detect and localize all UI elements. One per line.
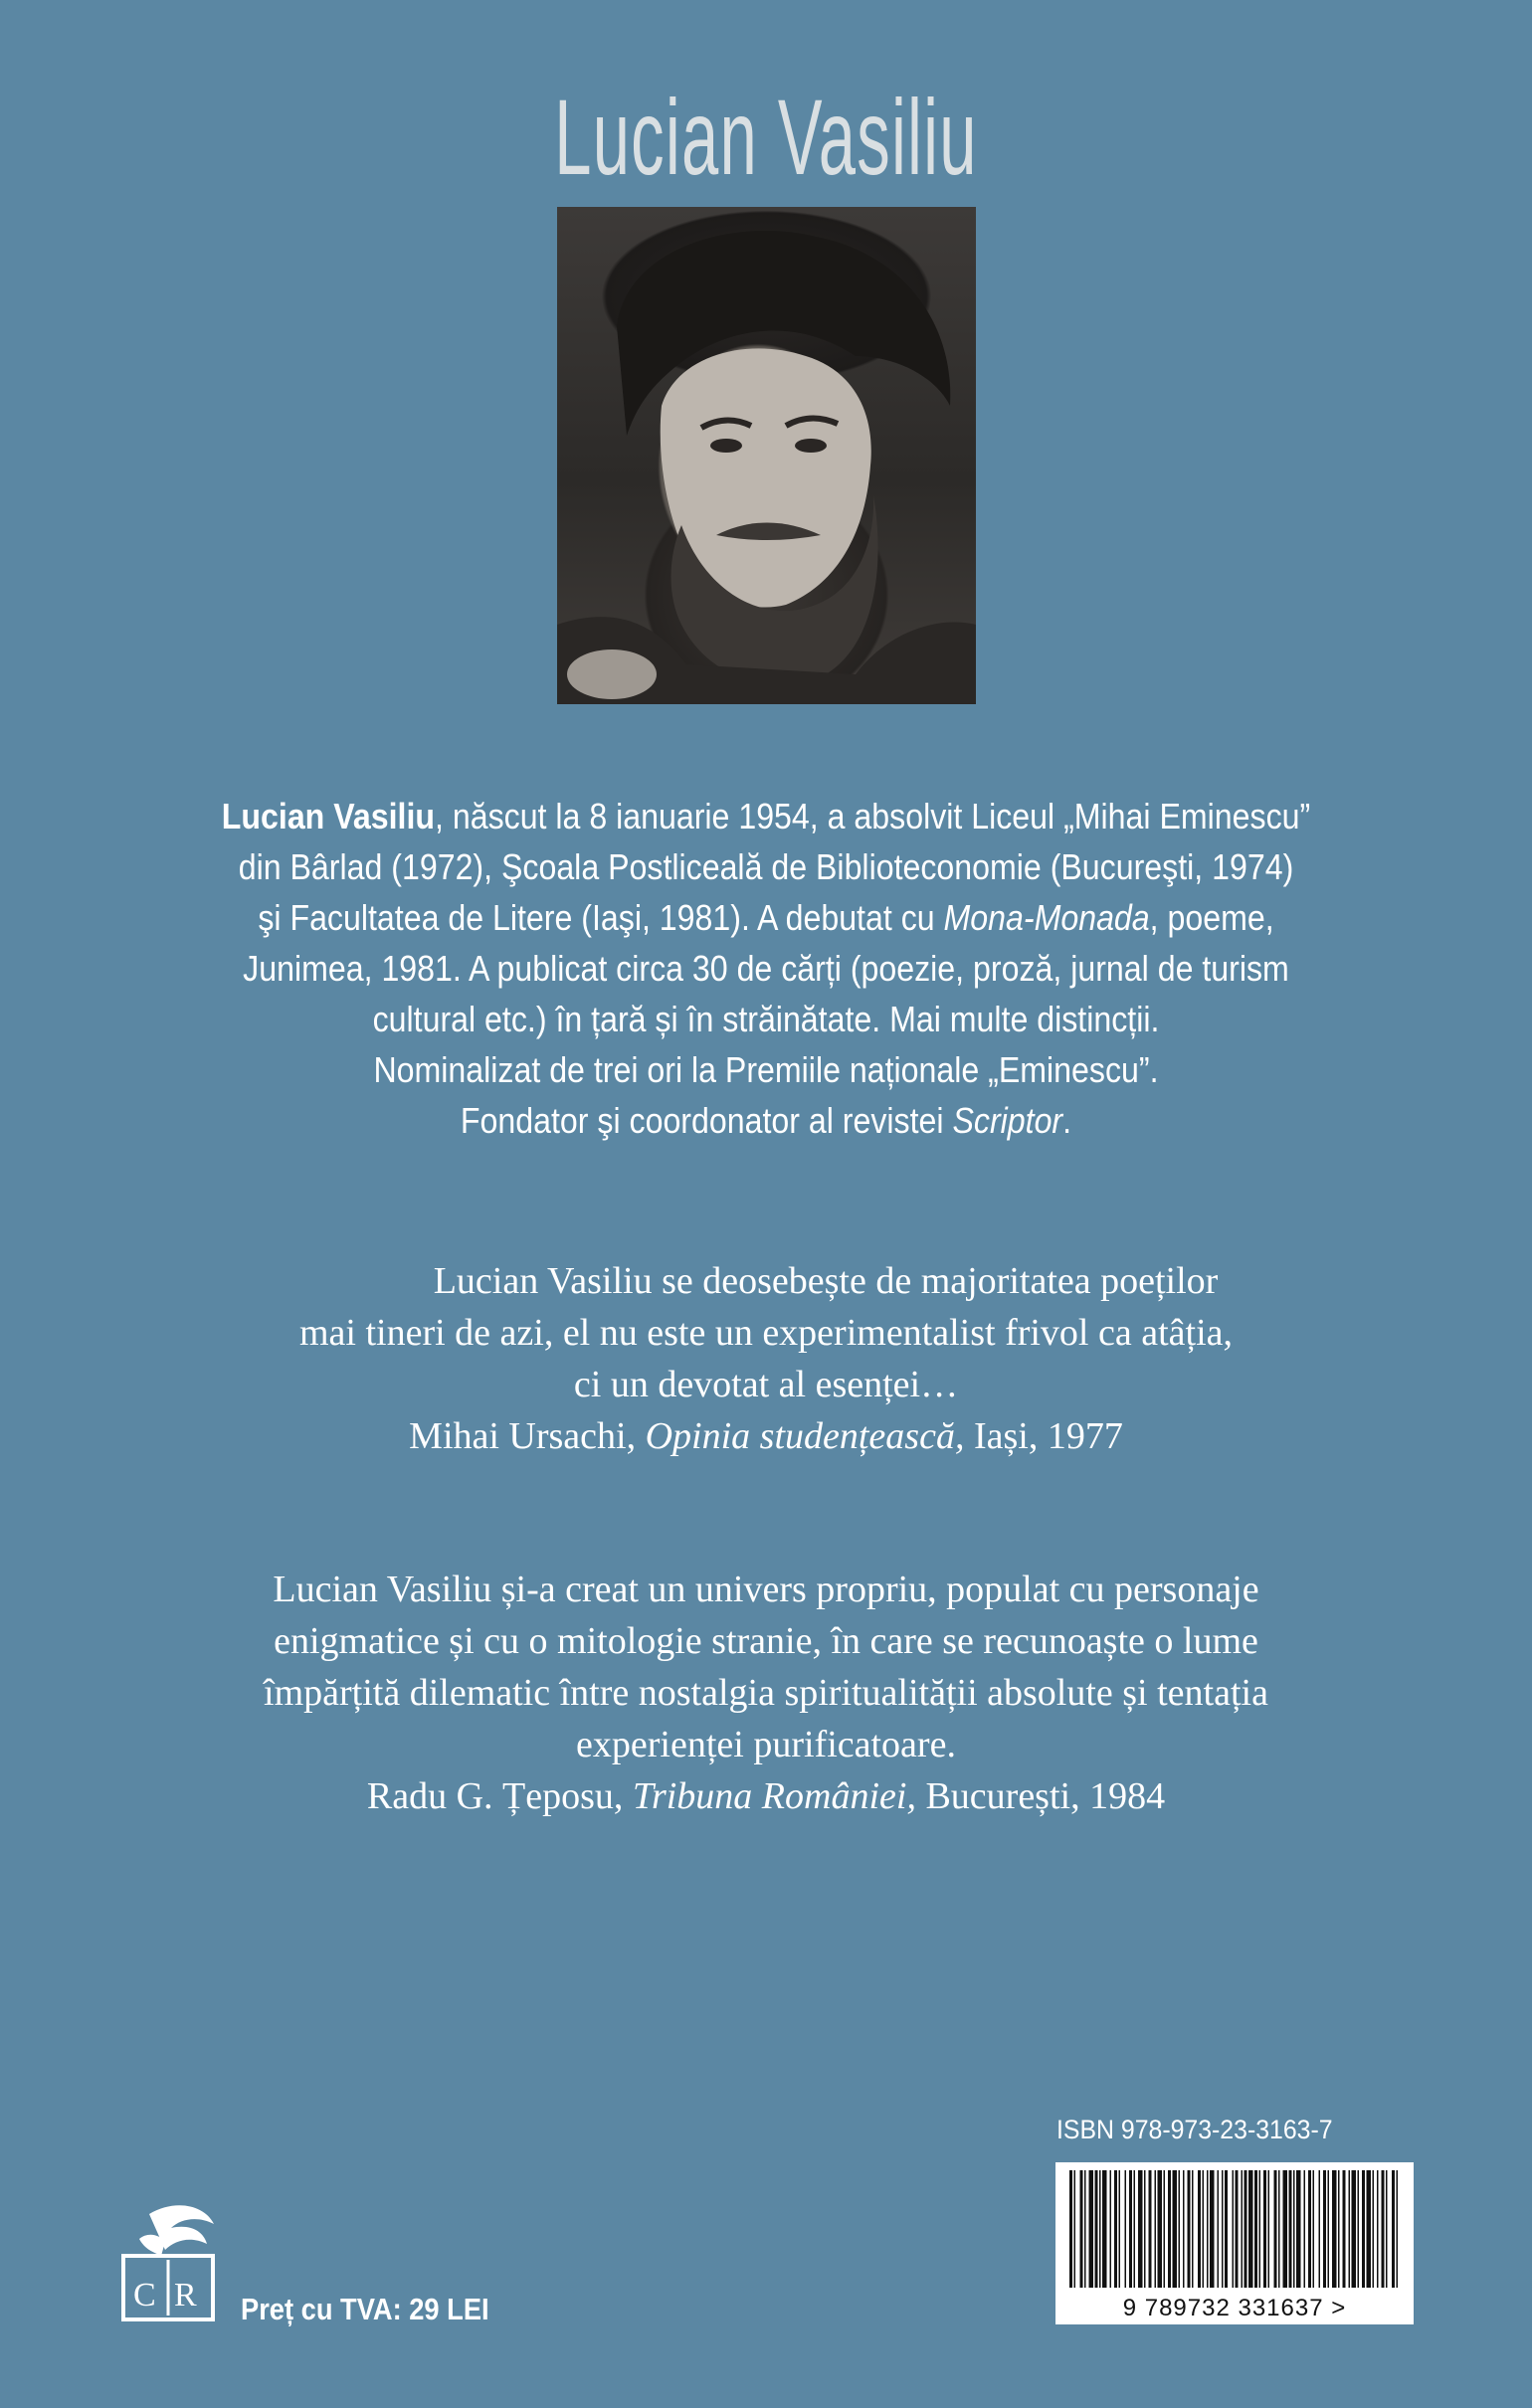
bio-debut-title: Mona-Monada <box>943 897 1150 938</box>
quote1-line-3: ci un devotat al esenței… <box>573 1364 959 1405</box>
quote2-line-3: împărțită dilematic între nostalgia spiritualității absolute și tentația <box>264 1672 1268 1714</box>
barcode-bar <box>1188 2170 1191 2288</box>
barcode-bar <box>1274 2170 1277 2288</box>
publisher-logo <box>119 2194 217 2323</box>
barcode-bar <box>1222 2170 1224 2288</box>
barcode-bar <box>1084 2170 1086 2288</box>
barcode-bar <box>1392 2170 1395 2288</box>
bio-line-7-b: . <box>1062 1100 1072 1141</box>
barcode-bar <box>1207 2170 1209 2288</box>
barcode-bar <box>1095 2170 1098 2288</box>
quote2-line-2: enigmatice și cu o mitologie stranie, în care se recunoaște o lume <box>274 1620 1258 1662</box>
quote1-source <box>0 1410 1532 1462</box>
barcode-bar <box>1349 2170 1351 2288</box>
barcode-bar <box>1149 2170 1152 2288</box>
barcode-bar <box>1099 2170 1101 2288</box>
barcode-bar <box>1386 2170 1388 2288</box>
quote1-line-1: Lucian Vasiliu se deosebește de majoritatea poeților <box>433 1260 1219 1302</box>
barcode-bar <box>1358 2170 1360 2288</box>
publisher-logo-icon <box>119 2194 217 2323</box>
barcode-bar <box>1164 2170 1166 2288</box>
barcode-bar <box>1373 2170 1375 2288</box>
portrait-image <box>557 207 976 704</box>
barcode-bar <box>1225 2170 1228 2288</box>
barcode-bar <box>1183 2170 1185 2288</box>
bio-line-3-a: şi Facultatea de Litere (Iaşi, 1981). A debutat cu <box>258 897 944 938</box>
barcode-bar <box>1245 2170 1247 2288</box>
barcode-bar <box>1138 2170 1143 2288</box>
quote-ursachi <box>0 1255 1532 1462</box>
bio-line-5: cultural etc.) în țară și în străinătate. Mai multe distincții. <box>372 999 1160 1039</box>
barcode-bars <box>1055 2162 1414 2292</box>
barcode-bar <box>1397 2170 1399 2288</box>
bio-line-3 <box>179 892 1352 943</box>
logo-letters-r: R <box>174 2277 197 2314</box>
barcode-digits: 9 789732 331637 > <box>1122 2295 1347 2321</box>
barcode-bar <box>1125 2170 1127 2288</box>
bio-line-7-a: Fondator şi coordonator al revistei <box>460 1100 953 1141</box>
barcode-bar <box>1352 2170 1357 2288</box>
barcode-bar <box>1278 2170 1280 2288</box>
barcode-bar <box>1168 2170 1171 2288</box>
author-title: Lucian Vasiliu <box>554 77 978 197</box>
barcode-bar <box>1263 2170 1266 2288</box>
barcode-bar <box>1179 2170 1181 2288</box>
bio-line-1-text: , născut la 8 ianuarie 1954, a absolvit Liceul „Mihai Eminescu” <box>435 796 1311 836</box>
barcode-bar <box>1155 2170 1157 2288</box>
barcode-bar <box>1338 2170 1340 2288</box>
barcode-bar <box>1236 2170 1239 2288</box>
barcode-bar <box>1173 2170 1178 2288</box>
bio-line-2: din Bârlad (1972), Şcoala Postliceală de Biblioteconomie (Bucureşti, 1974) <box>238 846 1294 887</box>
author-photo <box>557 207 976 704</box>
barcode-bar <box>1074 2170 1076 2288</box>
isbn-label: ISBN 978-973-23-3163-7 <box>1056 2115 1333 2144</box>
barcode-bar <box>1218 2170 1220 2288</box>
quote-teposu <box>0 1564 1532 1822</box>
barcode-bar <box>1069 2170 1072 2288</box>
quote2-line-1: Lucian Vasiliu și-a creat un univers propriu, populat cu personaje <box>273 1569 1259 1610</box>
barcode-bar <box>1102 2170 1107 2288</box>
author-biography <box>179 791 1352 1146</box>
barcode-bar <box>1362 2170 1365 2288</box>
bio-line-1 <box>179 791 1352 841</box>
barcode-bar <box>1293 2170 1295 2288</box>
barcode-bar <box>1248 2170 1253 2288</box>
barcode-bar <box>1203 2170 1205 2288</box>
barcode-bar <box>1158 2170 1163 2288</box>
price-label: Preț cu TVA: 29 LEI <box>241 2292 489 2326</box>
barcode-bar <box>1328 2170 1330 2288</box>
barcode-bar <box>1382 2170 1385 2288</box>
barcode-bar <box>1080 2170 1083 2288</box>
quote2-publication: Tribuna României, <box>632 1775 916 1817</box>
barcode-bar <box>1296 2170 1301 2288</box>
barcode-bar <box>1304 2170 1306 2288</box>
bio-line-3-b: , poeme, <box>1149 897 1274 938</box>
bio-line-6: Nominalizat de trei ori la Premiile naționale „Eminescu”. <box>373 1049 1159 1090</box>
barcode <box>1055 2162 1414 2324</box>
quote1-place: Iași, 1977 <box>964 1415 1123 1457</box>
barcode-bar <box>1192 2170 1194 2288</box>
quote1-publication: Opinia studențească, <box>645 1415 965 1457</box>
barcode-bar <box>1319 2170 1321 2288</box>
barcode-bar <box>1313 2170 1315 2288</box>
barcode-bar <box>1119 2170 1121 2288</box>
barcode-bar <box>1110 2170 1112 2288</box>
barcode-bar <box>1377 2170 1379 2288</box>
barcode-bar <box>1289 2170 1292 2288</box>
barcode-bar <box>1283 2170 1288 2288</box>
quote2-line-4: experienței purificatoare. <box>576 1724 956 1765</box>
barcode-bar <box>1242 2170 1244 2288</box>
bio-author-name: Lucian Vasiliu <box>221 796 436 836</box>
barcode-bar <box>1343 2170 1346 2288</box>
bio-line-7 <box>179 1095 1352 1146</box>
barcode-bar <box>1367 2170 1372 2288</box>
quote1-author: Mihai Ursachi, <box>409 1415 646 1457</box>
barcode-bar <box>1144 2170 1146 2288</box>
bio-line-4: Junimea, 1981. A publicat circa 30 de cărți (poezie, proză, jurnal de turism <box>243 948 1289 989</box>
barcode-bar <box>1129 2170 1132 2288</box>
barcode-bar <box>1114 2170 1117 2288</box>
logo-letters: C <box>133 2277 156 2314</box>
barcode-bar <box>1332 2170 1337 2288</box>
barcode-bar <box>1233 2170 1235 2288</box>
quote2-author: Radu G. Țeposu, <box>366 1775 633 1817</box>
barcode-bar <box>1134 2170 1136 2288</box>
barcode-bar <box>1308 2170 1311 2288</box>
barcode-bar <box>1323 2170 1326 2288</box>
bio-magazine-title: Scriptor <box>952 1100 1063 1141</box>
barcode-bar <box>1089 2170 1094 2288</box>
barcode-bar <box>1198 2170 1201 2288</box>
quote2-source <box>0 1770 1532 1822</box>
barcode-bar <box>1254 2170 1257 2288</box>
quote1-line-2: mai tineri de azi, el nu este un experimentalist frivol ca atâția, <box>298 1312 1233 1354</box>
quote2-place: București, 1984 <box>915 1775 1166 1817</box>
barcode-bar <box>1268 2170 1270 2288</box>
barcode-bar <box>1210 2170 1215 2288</box>
barcode-bar <box>1259 2170 1261 2288</box>
